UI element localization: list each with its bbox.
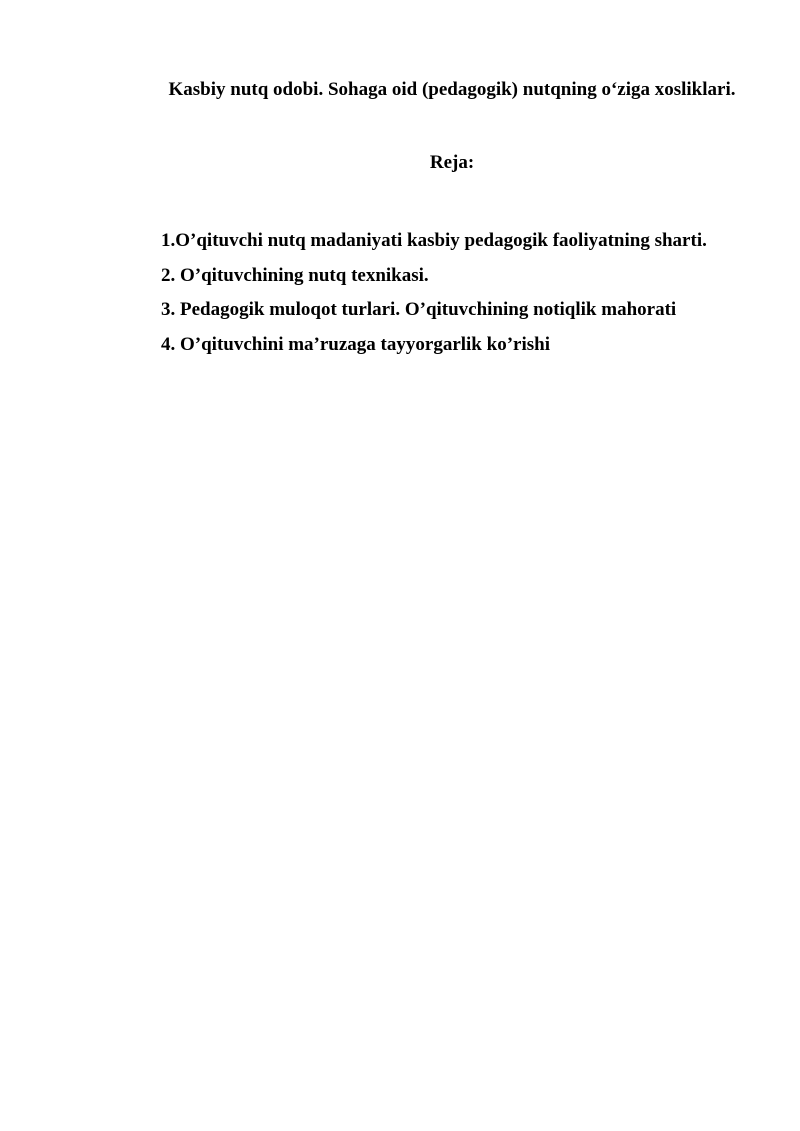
plan-item-3: 3. Pedagogik muloqot turlari. O’qituvchining notiqlik mahorati bbox=[161, 299, 677, 320]
plan-list bbox=[113, 224, 743, 362]
plan-heading: Reja: bbox=[429, 152, 475, 173]
plan-item-2: 2. O’qituvchining nutq texnikasi. bbox=[161, 264, 429, 286]
document-title: Kasbiy nutq odobi. Sohaga oid (pedagogik) nutqning o‘ziga xosliklari. bbox=[168, 79, 736, 100]
plan-item-1: 1.O’qituvchi nutq madaniyati kasbiy pedagogik faoliyatning sharti. bbox=[161, 230, 707, 251]
plan-item-4: 4. O’qituvchini ma’ruzaga tayyorgarlik ko’rishi bbox=[161, 333, 550, 355]
